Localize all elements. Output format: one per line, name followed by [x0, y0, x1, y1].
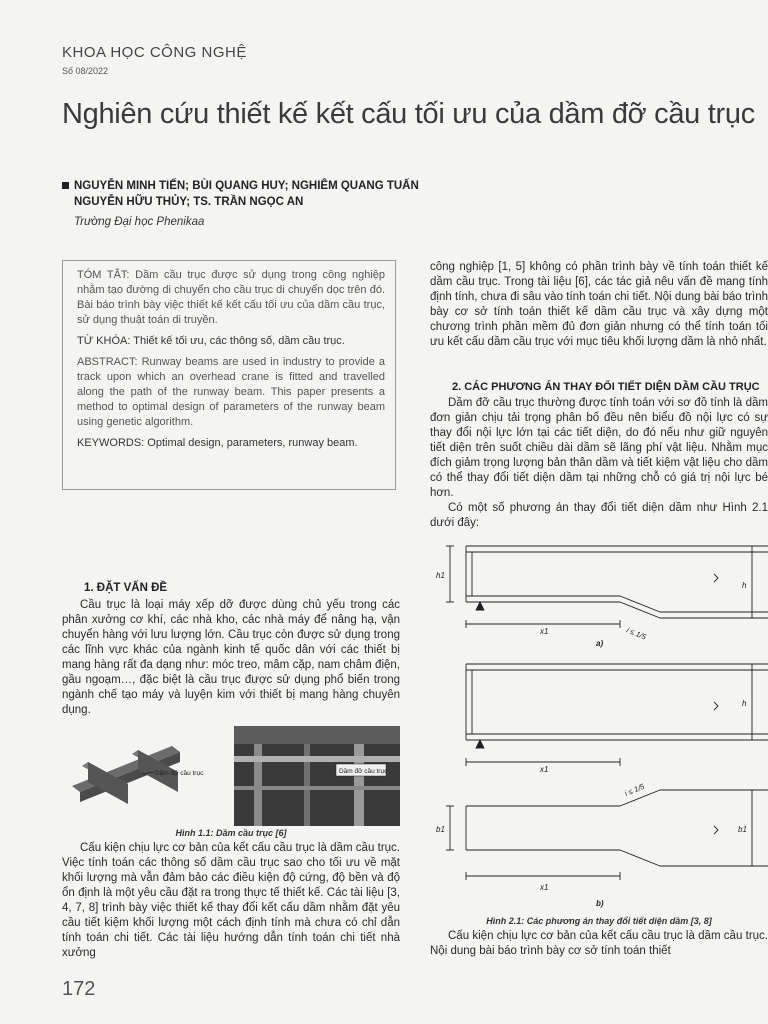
figure-2-caption: Hình 2.1: Các phương án thay đổi tiết diện dầm [3, 8] — [486, 916, 712, 926]
figure-photo — [234, 726, 400, 826]
section-1-para-1 — [62, 598, 400, 718]
figure-1-caption: Hình 1.1: Dầm cầu trục [6] — [175, 828, 287, 838]
authors-line-1: NGUYỄN MINH TIẾN; BÙI QUANG HUY; NGHIÊM QUANG TUẤN — [74, 180, 419, 192]
bullet-square-icon — [62, 182, 69, 189]
diagram-label-b1-left: b1 — [436, 825, 445, 834]
figure-beam-drawing — [62, 726, 232, 826]
paragraph: Có một số phương án thay đổi tiết diện dầm như Hình 2.1 dưới đây: — [430, 502, 768, 529]
section-2-heading: 2. CÁC PHƯƠNG ÁN THAY ĐỔI TIẾT DIỆN DẦM CẦU TRỤC — [452, 381, 760, 393]
section-2-para-a — [430, 396, 768, 531]
keywords-en: KEYWORDS: Optimal design, parameters, runway beam. — [77, 437, 358, 449]
paragraph: Cầu trục là loại máy xếp dỡ được dùng chủ yếu trong các phân xưởng cơ khí, các nhà kho, các nhà máy để nâng hạ, vận chuyển hàng với lưu lượng lớn. Cầu trục còn được sử dụng trong các lĩnh vực khác của ngành kinh tế quốc dân với các thiết bị mang hàng rất đa dạng như: móc treo, mâm cặp, nam châm điện, gầu ngoạm…, đặc biệt là cầu trục được sử dụng phổ biến trong ngành chế tạo máy và luyện kim với thiết bị mang hàng chuyên dụng. — [62, 599, 400, 716]
figure-label-left: Dầm đỡ cầu trục — [155, 770, 204, 777]
diagram-label-b: b) — [596, 899, 604, 908]
diagram-label-x1-mid: x1 — [540, 765, 549, 774]
diagram-label-b1-right: b1 — [738, 825, 747, 834]
diagram-label-x1: x1 — [540, 627, 549, 636]
diagram-label-h-mid: h — [742, 699, 747, 708]
paragraph: Cấu kiện chịu lực cơ bản của kết cấu cầu trục là dầm cầu trục. Nội dung bài báo trình bày cơ sở tính toán thiết — [430, 930, 768, 957]
page-number: 172 — [62, 978, 96, 1000]
journal-section-label: KHOA HỌC CÔNG NGHỆ — [62, 44, 247, 61]
diagram-label-h: h — [742, 581, 747, 590]
section-1-heading: 1. ĐẶT VẤN ĐỀ — [84, 582, 168, 594]
runway-beam-photo — [234, 726, 400, 826]
issue-number: Số 08/2022 — [62, 66, 109, 76]
section-change-diagram — [430, 534, 768, 912]
abstract-box — [62, 260, 396, 490]
diagram-label-slope-b: i ≤ 1/5 — [623, 781, 646, 798]
section-1-para-2 — [62, 841, 400, 961]
diagram-label-h1: h1 — [436, 571, 445, 580]
diagram-label-x1-b: x1 — [540, 883, 549, 892]
figure-2-diagram — [430, 534, 768, 912]
keywords-vn: TỪ KHÓA: Thiết kế tối ưu, các thông số, dầm cầu trục. — [77, 335, 345, 347]
right-col-para-cont — [430, 260, 768, 350]
diagram-label-slope: i ≤ 1/5 — [625, 625, 648, 642]
paragraph: Dầm đỡ cầu trục thường được tính toán với sơ đồ tính là dầm đơn giản chịu tải trọng phân bố đều nên biểu đồ nội lực có sự thay đổi nội lực lớn tại các tiết diện, do đó nếu như giữ nguyên tiết diện trên suốt chiều dài dầm sẽ lãng phí vật liệu. Nhằm mục đích giảm trọng lượng bản thân dầm và tiết kiệm vật liệu cho dầm có thể thay đổi tiết diện dầm tại những chỗ có giá trị nội lực bé hơn. — [430, 397, 768, 499]
authors-block — [62, 178, 419, 210]
article-title: Nghiên cứu thiết kế kết cấu tối ưu của dầm đỡ cầu trục — [62, 98, 755, 130]
abstract-vn: TÓM TẮT: Dầm cầu trục được sử dụng trong công nghiệp nhằm tạo đường di chuyển cho cầu trục di chuyển dọc trên đó. Bài báo trình bày việc thiết kế kết cấu tối ưu của dầm cầu trục, sử dụng thuật toán di truyền. — [77, 269, 385, 326]
abstract-en: ABSTRACT: Runway beams are used in industry to provide a track upon which an overhead crane is fitted and travelled along the path of the runway beam. This paper presents a method to optimal design of parameters of the runway beam using genetic algorithm. — [77, 356, 385, 428]
affiliation: Trường Đại học Phenikaa — [74, 216, 205, 228]
figure-label-right: Dầm đỡ cầu trục — [339, 768, 388, 775]
paragraph: công nghiệp [1, 5] không có phần trình bày về tính toán thiết kế dầm cầu trục. Trong tài liệu [6], các tác giả nêu vấn đề mang tính định tính, chưa đi sâu vào tính toán chi tiết. Nội dung bài báo trình bày cơ sở tính toán thiết kế dầm cầu trục và xây dựng một chương trình phần mềm đủ đơn giản nhưng có thể tính toán tối ưu kết cấu dầm cầu trục với mục tiêu khối lượng dầm là nhỏ nhất. — [430, 261, 768, 348]
authors-line-2: NGUYỄN HỮU THỦY; TS. TRẦN NGỌC AN — [74, 196, 304, 208]
paragraph: Cấu kiện chịu lực cơ bản của kết cấu cầu trục là dầm cầu trục. Việc tính toán các thông số dầm cầu trục sao cho tối ưu về mặt khối lượng mà vẫn đảm bảo các điều kiện độ cứng, độ bền và độ ổn định là một yêu cầu đặt ra trong thực tế thiết kế. Các tài liệu [3, 4, 7, 8] trình bày việc thiết kế thay đổi kết cấu dầm nhằm đặt yêu cầu tiết kiệm khối lượng một cách định tính mà chưa có chỉ dẫn tính toán chi tiết. Các tài liệu hướng dẫn tính toán chi tiết nhà xưởng — [62, 842, 400, 959]
beam-illustration — [62, 726, 232, 826]
section-2-para-c — [430, 929, 768, 959]
diagram-label-a: a) — [596, 639, 604, 648]
